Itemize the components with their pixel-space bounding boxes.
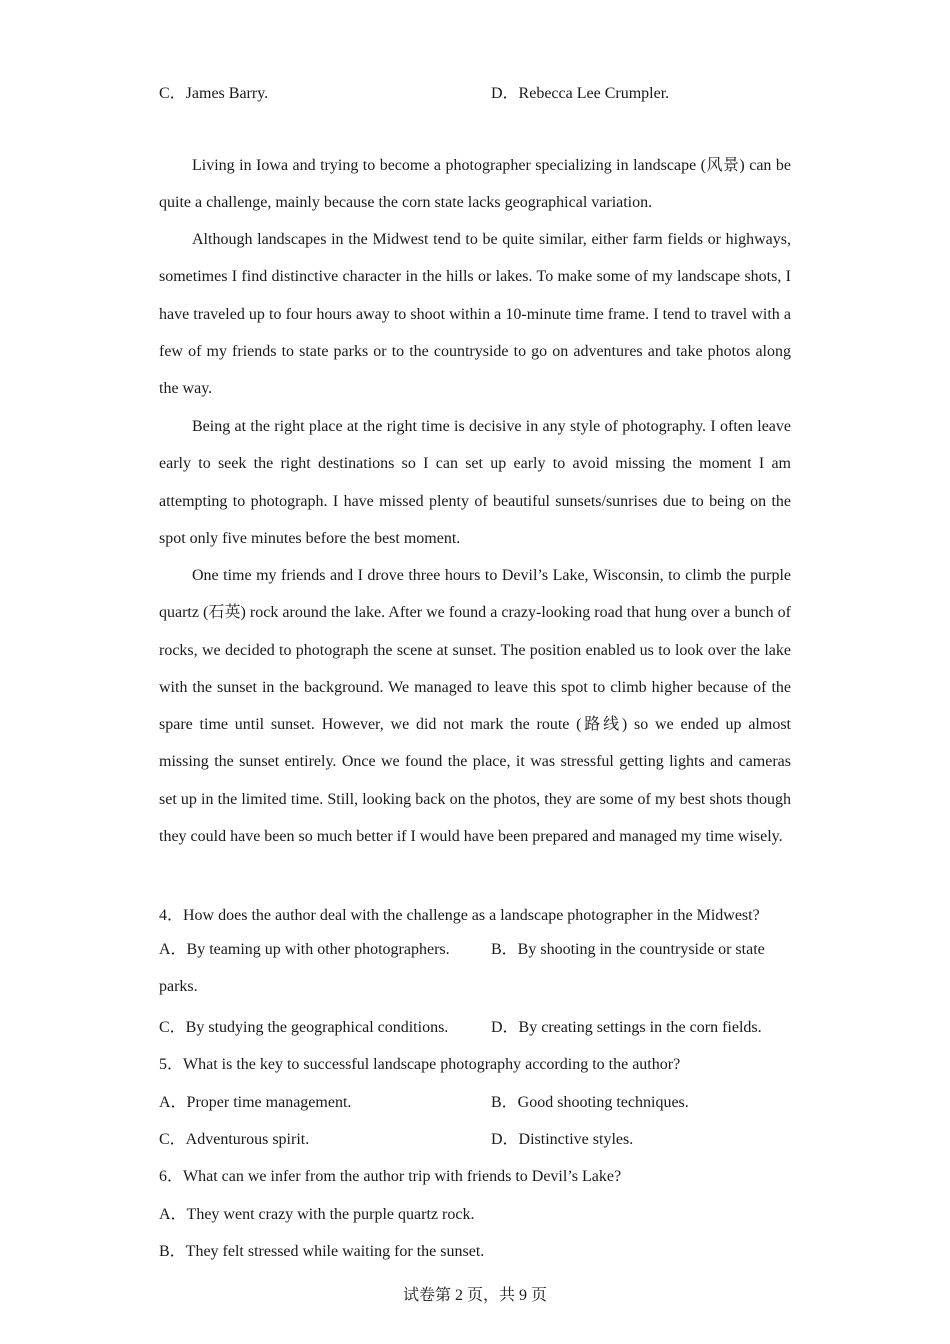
- passage-paragraph-3: Being at the right place at the right time is decisive in any style of photography. I often leave early to seek the right destinations so I can set up early to avoid missing the moment I am attempting to photograph. I have missed plenty of beautiful sunsets/sunrises due to being on the spot only five minutes before the best moment.: [159, 418, 791, 547]
- question-4-stem: 4．How does the author deal with the challenge as a landscape photographer in the Midwest?: [159, 907, 760, 924]
- question-4-options-ab: [159, 931, 791, 1006]
- question-5-options-cd: [159, 1126, 791, 1150]
- q6-option-b: B．They felt stressed while waiting for the sunset.: [159, 1243, 485, 1260]
- passage-paragraph-4: One time my friends and I drove three hours to Devil’s Lake, Wisconsin, to climb the purple quartz (石英) rock around the lake. After we found a crazy-looking road that hung over a bunch of rocks, we decided to photograph the scene at sunset. The position enabled us to look over the lake with the sunset in the background. We managed to leave this spot to climb higher because of the spare time until sunset. However, we did not mark the route (路线) so we ended up almost missing the sunset entirely. Once we found the place, it was stressful getting lights and cameras set up in the limited time. Still, looking back on the photos, they are some of my best shots though they could have been so much better if I would have been prepared and managed my time wisely.: [159, 567, 791, 846]
- question-5-options-ab: [159, 1089, 791, 1113]
- q4-option-c: C．By studying the geographical conditions.: [159, 1019, 449, 1036]
- option-c: C．James Barry.: [159, 85, 269, 102]
- passage-paragraph-2: Although landscapes in the Midwest tend to be quite similar, either farm fields or highways, sometimes I find distinctive character in the hills or lakes. To make some of my landscape shots, I have traveled up to four hours away to shoot within a 10-minute time frame. I tend to travel with a few of my friends to state parks or to the countryside to go on adventures and take photos along the way.: [159, 231, 791, 398]
- question-5-stem: 5．What is the key to successful landscape photography according to the author?: [159, 1056, 681, 1073]
- question-6-stem: 6．What can we infer from the author trip with friends to Devil’s Lake?: [159, 1168, 622, 1185]
- question-4-options-cd: [159, 1014, 791, 1038]
- q6-option-a: A．They went crazy with the purple quartz rock.: [159, 1206, 475, 1223]
- q5-option-c: C．Adventurous spirit.: [159, 1131, 310, 1148]
- page-footer: 试卷第 2 页，共 9 页: [402, 1287, 547, 1304]
- q4-option-d: D．By creating settings in the corn fields.: [491, 1019, 762, 1036]
- q5-option-a: A．Proper time management.: [159, 1094, 352, 1111]
- q5-option-d: D．Distinctive styles.: [491, 1131, 634, 1148]
- q5-option-b: B．Good shooting techniques.: [491, 1094, 689, 1111]
- q4-option-a: A．By teaming up with other photographers.: [159, 941, 450, 958]
- q4-option-b: B．By shooting in the countryside or state parks.: [159, 941, 765, 996]
- passage-paragraph-1: Living in Iowa and trying to become a photographer specializing in landscape (风景) can be quite a challenge, mainly because the corn state lacks geographical variation.: [159, 157, 791, 212]
- prev-question-options-row: [159, 80, 791, 104]
- option-d: D．Rebecca Lee Crumpler.: [491, 85, 670, 102]
